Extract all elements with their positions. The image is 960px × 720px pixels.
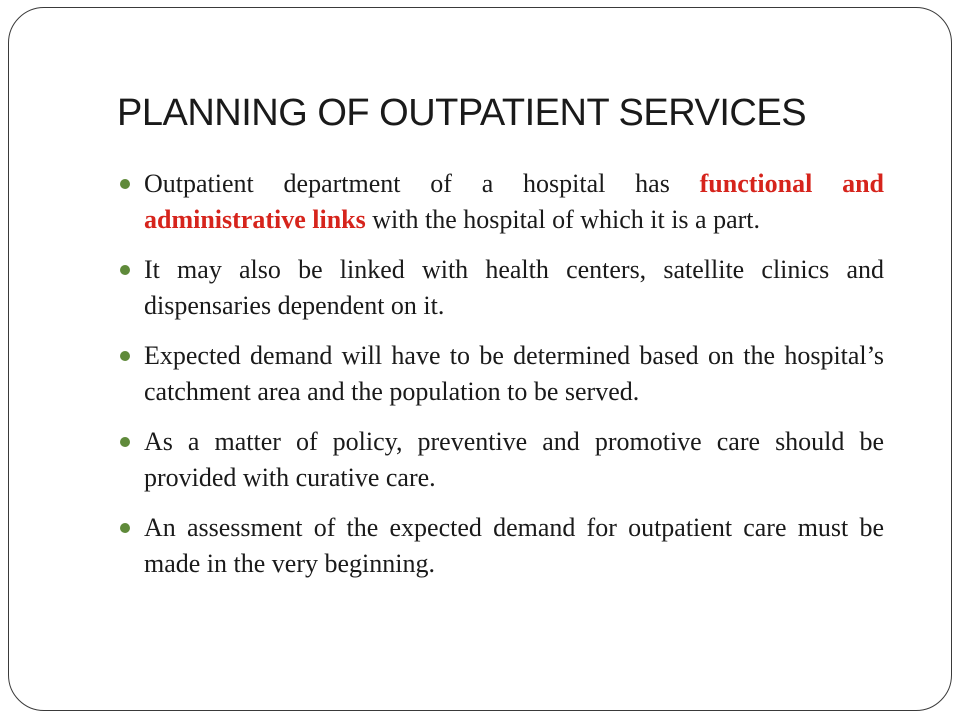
bullet-item <box>119 166 884 238</box>
bullet-list <box>119 166 884 596</box>
bullet-dot-icon <box>120 179 130 189</box>
bullet-text: As a matter of policy, preventive and promotive care should be provided with curative care. <box>144 427 884 492</box>
slide-title: PLANNING OF OUTPATIENT SERVICES <box>117 92 807 134</box>
slide-frame <box>8 7 952 711</box>
bullet-dot-icon <box>120 437 130 447</box>
bullet-text: It may also be linked with health centers, satellite clinics and dispensaries dependent on it. <box>144 255 884 320</box>
bullet-text: Expected demand will have to be determined based on the hospital’s catchment area and the population to be served. <box>144 341 884 406</box>
bullet-dot-icon <box>120 351 130 361</box>
bullet-text-after: with the hospital of which it is a part. <box>365 205 761 234</box>
bullet-text-before: Outpatient department of a hospital has <box>144 169 700 198</box>
bullet-dot-icon <box>120 523 130 533</box>
bullet-item <box>119 510 884 582</box>
bullet-dot-icon <box>120 265 130 275</box>
bullet-highlight-text: functional and administrative links <box>144 169 884 234</box>
bullet-item <box>119 252 884 324</box>
bullet-text: An assessment of the expected demand for outpatient care must be made in the very beginning. <box>144 513 884 578</box>
bullet-item <box>119 338 884 410</box>
bullet-item <box>119 424 884 496</box>
